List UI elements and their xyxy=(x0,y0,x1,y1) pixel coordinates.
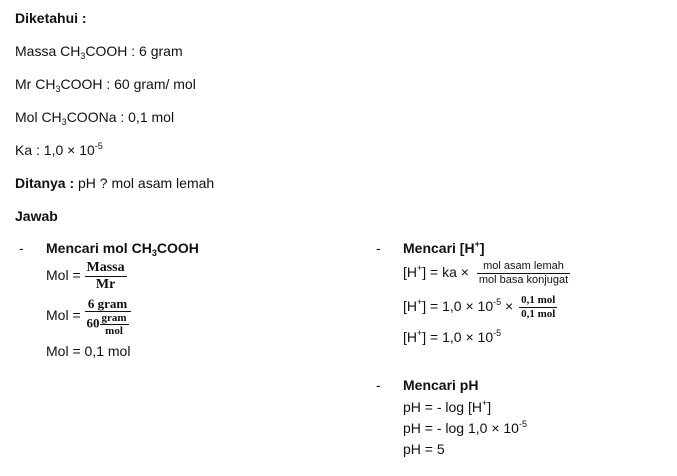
asam-basa-fraction: $\frac{\text{mol asam lemah}}{\text{mol basa konjugat}}$ xyxy=(478,260,569,286)
gram-fraction: 6 gram 60 $\frac{\text{gram}}{\text{mol}}$ xyxy=(85,296,131,337)
left-section-title: Mencari mol $CH_3COOH$ xyxy=(46,240,199,258)
ka-line: Ka : $1,0 \times 10^{-5}$ xyxy=(15,141,103,158)
left-eq2: Mol = 6 gram 60 $\frac{\text{gram}}{\text{mol}}$ xyxy=(46,296,131,337)
right-eq1: [H+] = ka × $\frac{\text{mol asam lemah}}{\text{mol basa konjugat}}$ xyxy=(403,260,569,286)
ph-step-1: pH = - log [H+] xyxy=(403,398,492,415)
ph-step-2: pH = - $\log 1,0 \times 10^{-5}$ xyxy=(403,419,527,436)
mol-ch3coona-line: Mol $CH_3COONa$ : 0,1 mol xyxy=(15,109,175,127)
right-section-title: Mencari [H+] xyxy=(403,239,485,256)
right-bullet-1: - xyxy=(376,240,381,256)
ph-section-title: Mencari pH xyxy=(403,377,479,393)
right-eq2: $[H^+] = 1,0 \times 10^{-5}$ × $\frac{\text{0,1 mol}}{\text{0,1 mol}}$ xyxy=(403,294,556,320)
right-bullet-2: - xyxy=(376,377,381,393)
left-result: Mol = 0,1 mol xyxy=(46,343,131,359)
left-eq1: Mol = $\frac{\text{Massa}}{Mr}$ xyxy=(46,260,125,292)
ph-step-3: pH = 5 xyxy=(403,441,445,457)
left-bullet: - xyxy=(19,240,24,256)
massa-over-mr-fraction: $\frac{\text{Massa}}{Mr}$ xyxy=(86,260,125,292)
diketahui-heading: Diketahui : xyxy=(15,10,87,26)
mr-line: Mr $CH_3COOH$ : 60 gram/ mol xyxy=(15,76,196,94)
ditanya-line: Ditanya : pH ? mol asam lemah xyxy=(15,175,215,191)
massa-line: Massa $CH_3COOH$ : 6 gram xyxy=(15,43,183,61)
right-eq3: $[H^+] = 1,0 \times 10^{-5}$ xyxy=(403,328,502,345)
mol-over-mol-fraction: $\frac{\text{0,1 mol}}{\text{0,1 mol}}$ xyxy=(521,294,556,320)
jawab-heading: Jawab xyxy=(15,208,58,224)
gram-per-mol-fraction: $\frac{\text{gram}}{\text{mol}}$ xyxy=(101,312,127,337)
